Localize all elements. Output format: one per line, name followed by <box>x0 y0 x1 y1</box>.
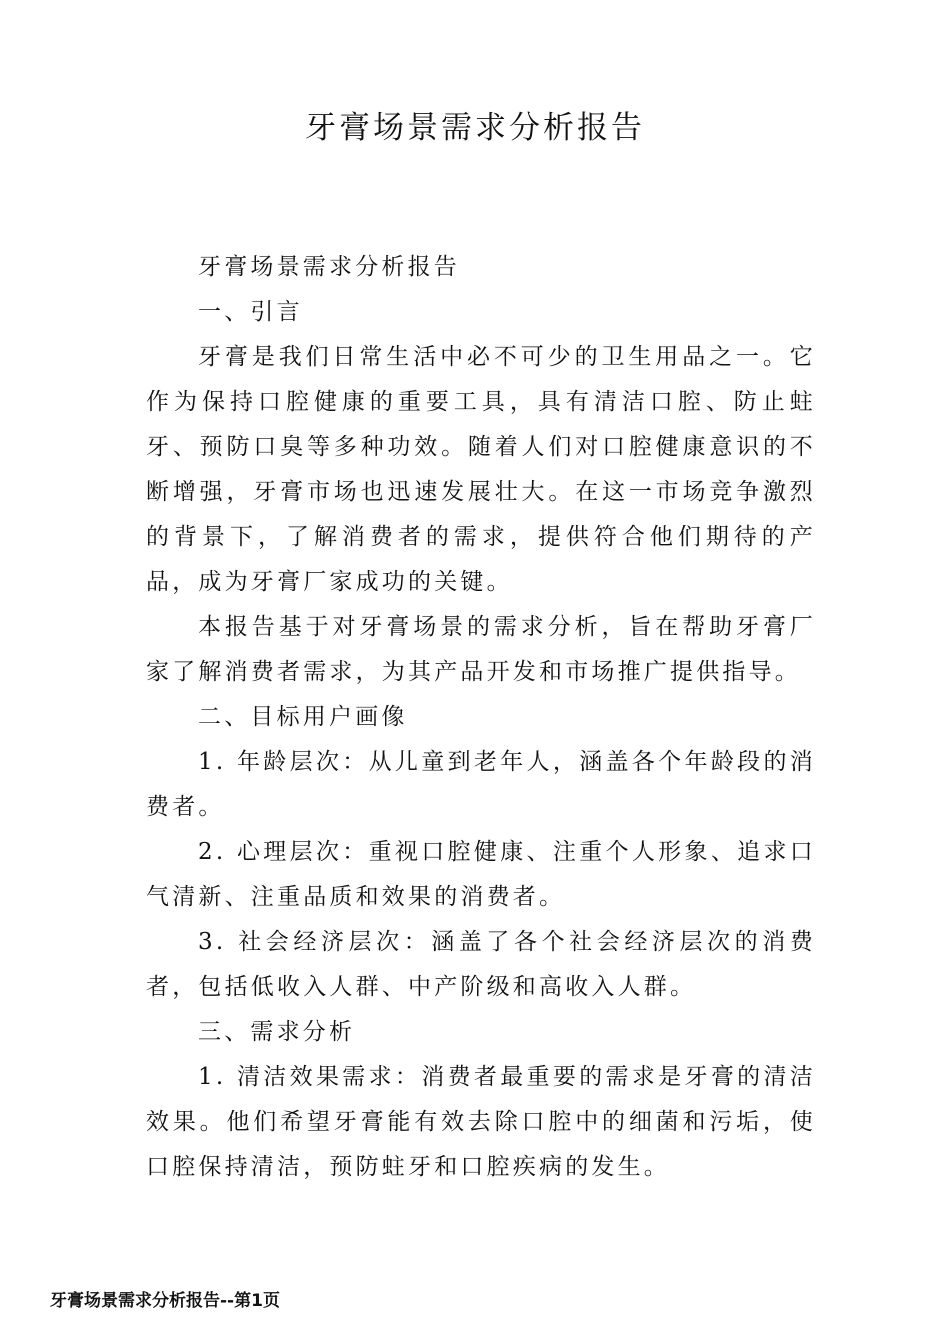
report-heading: 牙膏场景需求分析报告 <box>198 254 460 280</box>
list-item-age: 1. 年龄层次：从儿童到老年人，涵盖各个年龄段的消费者。 <box>146 749 816 820</box>
paragraph-introduction-2: 本报告基于对牙膏场景的需求分析，旨在帮助牙膏厂家了解消费者需求，为其产品开发和市场推广提供指导。 <box>146 614 816 685</box>
section-heading-target-users: 二、目标用户画像 <box>198 704 408 730</box>
page-footer: 牙膏场景需求分析报告--第1页 <box>50 1291 280 1311</box>
section-heading-introduction: 一、引言 <box>198 299 303 325</box>
list-item-cleaning-demand: 1. 清洁效果需求：消费者最重要的需求是牙膏的清洁效果。他们希望牙膏能有效去除口腔中的细菌和污垢，使口腔保持清洁，预防蛀牙和口腔疾病的发生。 <box>146 1064 816 1180</box>
list-item-psychology: 2. 心理层次：重视口腔健康、注重个人形象、追求口气清新、注重品质和效果的消费者。 <box>146 839 816 910</box>
document-title: 牙膏场景需求分析报告 <box>305 110 645 146</box>
document-body <box>146 245 816 1190</box>
paragraph-introduction-1: 牙膏是我们日常生活中必不可少的卫生用品之一。它作为保持口腔健康的重要工具，具有清洁口腔、防止蛀牙、预防口臭等多种功效。随着人们对口腔健康意识的不断增强，牙膏市场也迅速发展壮大。在这一市场竞争激烈的背景下，了解消费者的需求，提供符合他们期待的产品，成为牙膏厂家成功的关键。 <box>146 344 816 595</box>
list-item-socioeconomic: 3. 社会经济层次：涵盖了各个社会经济层次的消费者，包括低收入人群、中产阶级和高收入人群。 <box>146 929 816 1000</box>
section-heading-demand-analysis: 三、需求分析 <box>198 1019 356 1045</box>
